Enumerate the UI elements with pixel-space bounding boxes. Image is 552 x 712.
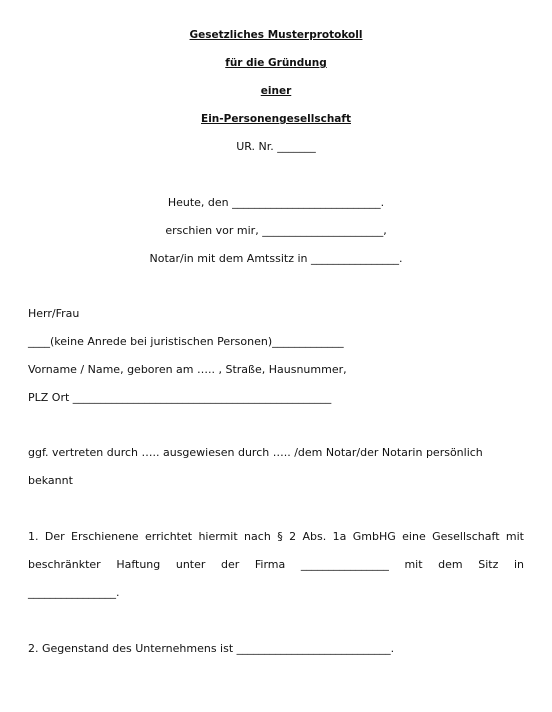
- appeared-before-line: erschien vor mir, ______________________,: [165, 224, 387, 237]
- clause-1-line-3: ________________.: [28, 586, 120, 599]
- date-line: Heute, den ___________________________.: [167, 196, 385, 209]
- document-title-line-4: Ein-Personengesellschaft: [201, 113, 351, 125]
- document-title-line-1: Gesetzliches Musterprotokoll: [189, 29, 363, 41]
- notary-seat-line: Notar/in mit dem Amtssitz in ________________.: [149, 252, 403, 265]
- clause-2-line-1: 2. Gegenstand des Unternehmens ist ____________________________.: [28, 642, 395, 655]
- document-title-line-3: einer: [260, 85, 292, 97]
- ur-number: UR. Nr. _______: [236, 140, 316, 153]
- representation-line-1: ggf. vertreten durch ….. ausgewiesen durch ….. /dem Notar/der Notarin persönlich: [28, 446, 483, 459]
- document-title-line-2: für die Gründung: [225, 57, 327, 69]
- clause-1-line-2: beschränkter Haftung unter der Firma ________________ mit dem Sitz in: [28, 558, 524, 571]
- zip-city-line: PLZ Ort _______________________________________________: [28, 391, 332, 404]
- name-address-line: Vorname / Name, geboren am ….. , Straße, Hausnummer,: [28, 363, 347, 376]
- legal-person-line: ____(keine Anrede bei juristischen Personen)_____________: [28, 335, 344, 348]
- clause-1-line-1: 1. Der Erschienene errichtet hiermit nach § 2 Abs. 1a GmbHG eine Gesellschaft mit: [28, 530, 524, 543]
- salutation-line: Herr/Frau: [28, 307, 80, 320]
- representation-line-2: bekannt: [28, 474, 73, 487]
